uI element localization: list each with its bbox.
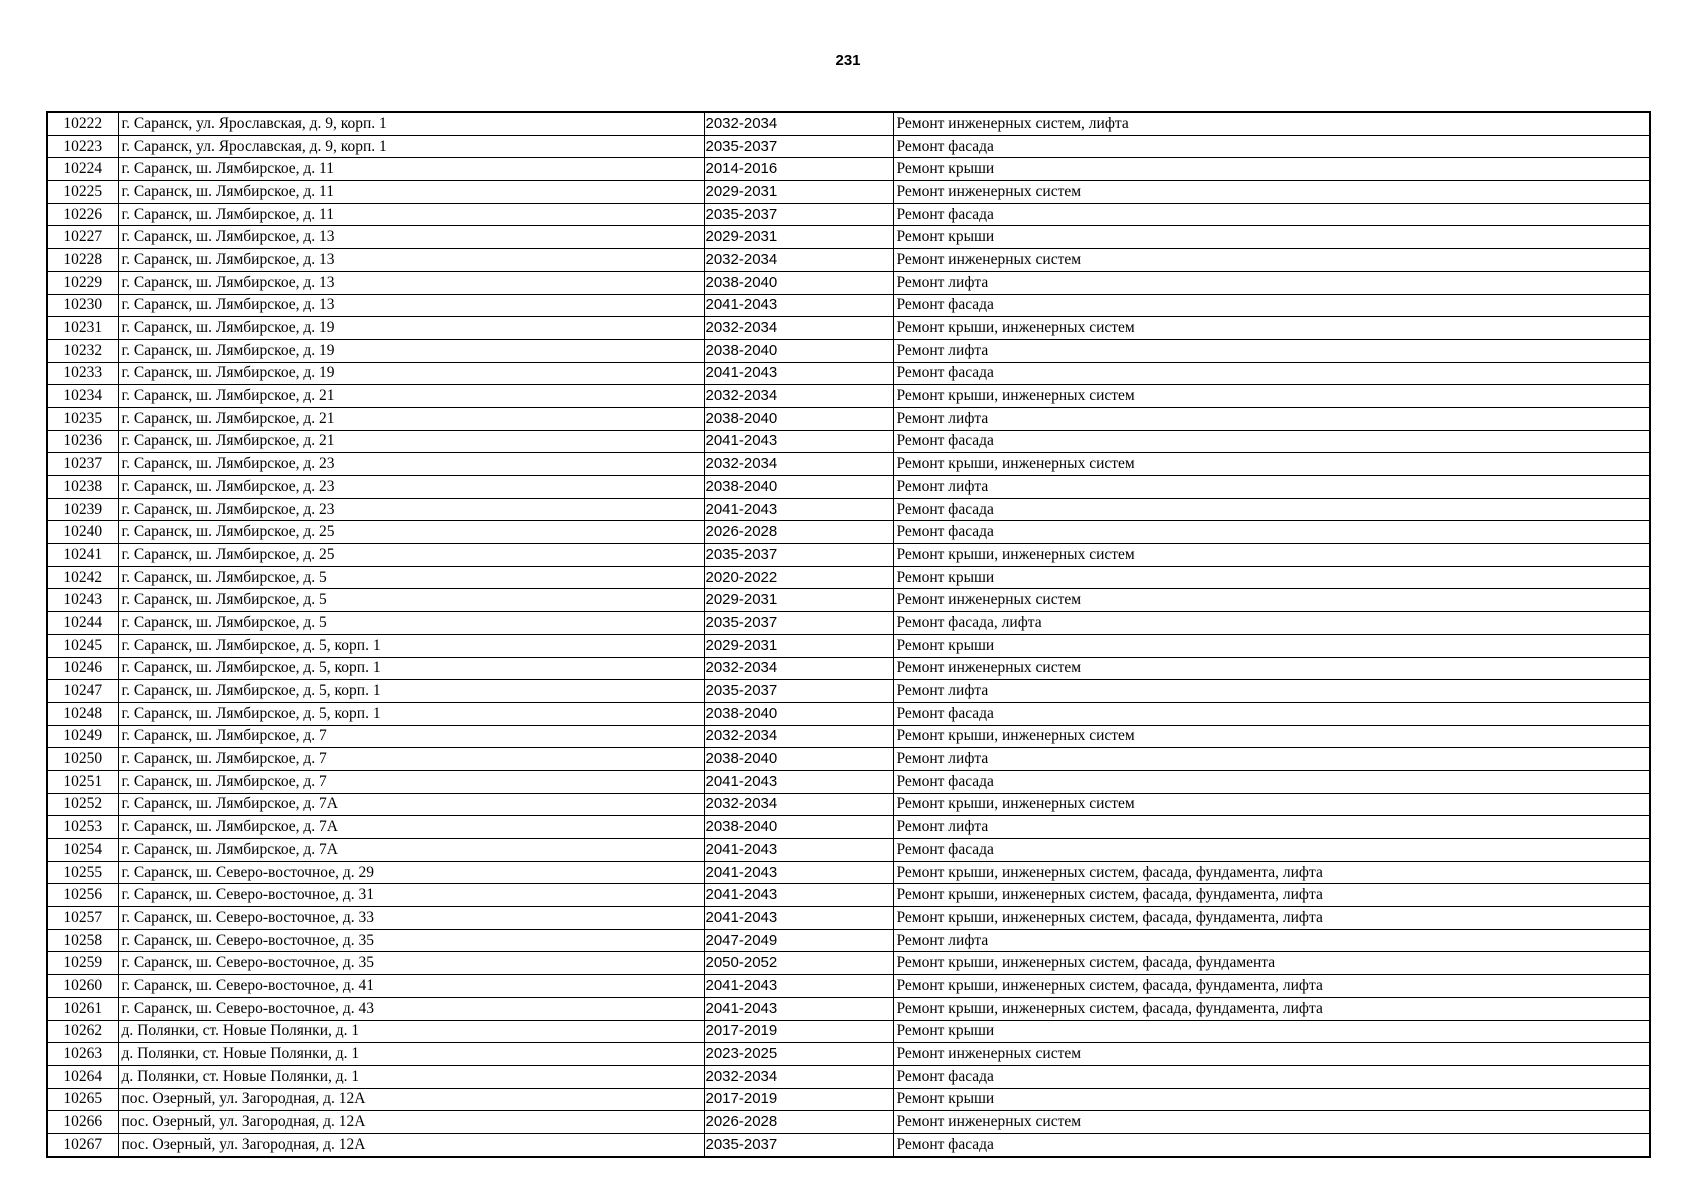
row-number: 10238 [47,476,118,499]
row-number: 10261 [47,997,118,1020]
work-type-cell: Ремонт крыши, инженерных систем, фасада, фундамента, лифта [893,907,1650,930]
row-number: 10240 [47,521,118,544]
table-row [47,1020,1650,1043]
period-cell: 2032-2034 [704,112,893,135]
work-type-cell: Ремонт крыши, инженерных систем, фасада, фундамента, лифта [893,861,1650,884]
table-row [47,725,1650,748]
period-cell: 2041-2043 [704,975,893,998]
address-cell: г. Саранск, ш. Лямбирское, д. 25 [118,544,704,567]
table-row [47,521,1650,544]
work-type-cell: Ремонт лифта [893,929,1650,952]
address-cell: г. Саранск, ш. Лямбирское, д. 13 [118,271,704,294]
table-row [47,929,1650,952]
address-cell: г. Саранск, ш. Лямбирское, д. 13 [118,226,704,249]
address-cell: г. Саранск, ш. Лямбирское, д. 23 [118,498,704,521]
address-cell: г. Саранск, ш. Лямбирское, д. 5, корп. 1 [118,657,704,680]
table-row [47,1133,1650,1156]
work-type-cell: Ремонт инженерных систем [893,657,1650,680]
table-row [47,793,1650,816]
address-cell: г. Саранск, ш. Лямбирское, д. 21 [118,407,704,430]
table-row [47,453,1650,476]
period-cell: 2029-2031 [704,589,893,612]
period-cell: 2035-2037 [704,544,893,567]
table-row [47,612,1650,635]
row-number: 10242 [47,566,118,589]
period-cell: 2041-2043 [704,362,893,385]
row-number: 10253 [47,816,118,839]
address-cell: г. Саранск, ш. Лямбирское, д. 11 [118,181,704,204]
work-type-cell: Ремонт фасада [893,702,1650,725]
work-type-cell: Ремонт фасада [893,498,1650,521]
address-cell: д. Полянки, ст. Новые Полянки, д. 1 [118,1043,704,1066]
address-cell: г. Саранск, ш. Лямбирское, д. 7А [118,839,704,862]
period-cell: 2041-2043 [704,294,893,317]
row-number: 10244 [47,612,118,635]
work-type-cell: Ремонт крыши, инженерных систем [893,793,1650,816]
period-cell: 2047-2049 [704,929,893,952]
table-row [47,907,1650,930]
address-cell: г. Саранск, ш. Лямбирское, д. 11 [118,158,704,181]
address-cell: г. Саранск, ш. Лямбирское, д. 7А [118,793,704,816]
row-number: 10258 [47,929,118,952]
period-cell: 2029-2031 [704,181,893,204]
address-cell: г. Саранск, ш. Лямбирское, д. 25 [118,521,704,544]
table-row [47,226,1650,249]
table-row [47,589,1650,612]
period-cell: 2029-2031 [704,226,893,249]
period-cell: 2041-2043 [704,861,893,884]
table-row [47,1065,1650,1088]
row-number: 10254 [47,839,118,862]
work-type-cell: Ремонт крыши, инженерных систем [893,385,1650,408]
work-type-cell: Ремонт фасада [893,135,1650,158]
period-cell: 2041-2043 [704,907,893,930]
table-row [47,657,1650,680]
row-number: 10260 [47,975,118,998]
address-cell: г. Саранск, ш. Лямбирское, д. 5, корп. 1 [118,634,704,657]
address-cell: пос. Озерный, ул. Загородная, д. 12А [118,1133,704,1156]
table-row [47,884,1650,907]
row-number: 10264 [47,1065,118,1088]
table-row [47,476,1650,499]
address-cell: д. Полянки, ст. Новые Полянки, д. 1 [118,1065,704,1088]
address-cell: д. Полянки, ст. Новые Полянки, д. 1 [118,1020,704,1043]
table-row [47,203,1650,226]
period-cell: 2032-2034 [704,317,893,340]
row-number: 10227 [47,226,118,249]
address-cell: г. Саранск, ш. Лямбирское, д. 5 [118,612,704,635]
period-cell: 2041-2043 [704,884,893,907]
work-type-cell: Ремонт крыши [893,158,1650,181]
row-number: 10252 [47,793,118,816]
work-type-cell: Ремонт инженерных систем [893,181,1650,204]
work-type-cell: Ремонт крыши, инженерных систем [893,453,1650,476]
address-cell: г. Саранск, ш. Лямбирское, д. 21 [118,385,704,408]
address-cell: г. Саранск, ш. Лямбирское, д. 5 [118,589,704,612]
row-number: 10231 [47,317,118,340]
period-cell: 2038-2040 [704,476,893,499]
table-row [47,135,1650,158]
table-row [47,1043,1650,1066]
work-type-cell: Ремонт фасада [893,294,1650,317]
work-type-cell: Ремонт фасада [893,430,1650,453]
address-cell: г. Саранск, ш. Лямбирское, д. 13 [118,249,704,272]
work-type-cell: Ремонт фасада [893,1065,1650,1088]
row-number: 10222 [47,112,118,135]
row-number: 10224 [47,158,118,181]
period-cell: 2017-2019 [704,1020,893,1043]
address-cell: г. Саранск, ш. Северо-восточное, д. 35 [118,952,704,975]
work-type-cell: Ремонт лифта [893,680,1650,703]
table-row [47,1088,1650,1111]
row-number: 10247 [47,680,118,703]
row-number: 10257 [47,907,118,930]
period-cell: 2032-2034 [704,657,893,680]
address-cell: г. Саранск, ш. Северо-восточное, д. 31 [118,884,704,907]
page-number: 231 [835,52,861,69]
period-cell: 2014-2016 [704,158,893,181]
row-number: 10233 [47,362,118,385]
address-cell: г. Саранск, ш. Лямбирское, д. 21 [118,430,704,453]
work-type-cell: Ремонт фасада [893,1133,1650,1156]
table-row [47,385,1650,408]
row-number: 10259 [47,952,118,975]
table-row [47,339,1650,362]
period-cell: 2038-2040 [704,407,893,430]
period-cell: 2035-2037 [704,612,893,635]
row-number: 10266 [47,1111,118,1134]
work-type-cell: Ремонт крыши [893,226,1650,249]
table-row [47,249,1650,272]
table-row [47,702,1650,725]
address-cell: г. Саранск, ш. Северо-восточное, д. 41 [118,975,704,998]
row-number: 10234 [47,385,118,408]
address-cell: г. Саранск, ш. Лямбирское, д. 19 [118,339,704,362]
period-cell: 2026-2028 [704,521,893,544]
work-type-cell: Ремонт крыши [893,566,1650,589]
period-cell: 2038-2040 [704,748,893,771]
table-row [47,498,1650,521]
row-number: 10243 [47,589,118,612]
period-cell: 2026-2028 [704,1111,893,1134]
work-type-cell: Ремонт лифта [893,407,1650,430]
row-number: 10265 [47,1088,118,1111]
period-cell: 2023-2025 [704,1043,893,1066]
work-type-cell: Ремонт фасада [893,203,1650,226]
period-cell: 2029-2031 [704,634,893,657]
work-type-cell: Ремонт инженерных систем [893,1111,1650,1134]
work-type-cell: Ремонт фасада, лифта [893,612,1650,635]
work-type-cell: Ремонт крыши, инженерных систем, фасада, фундамента, лифта [893,975,1650,998]
period-cell: 2038-2040 [704,702,893,725]
work-type-cell: Ремонт лифта [893,476,1650,499]
work-type-cell: Ремонт крыши, инженерных систем [893,544,1650,567]
table-row [47,861,1650,884]
address-cell: г. Саранск, ш. Лямбирское, д. 13 [118,294,704,317]
row-number: 10267 [47,1133,118,1156]
work-type-cell: Ремонт лифта [893,816,1650,839]
period-cell: 2041-2043 [704,770,893,793]
row-number: 10232 [47,339,118,362]
address-cell: г. Саранск, ш. Лямбирское, д. 7А [118,816,704,839]
table-row [47,430,1650,453]
table-row [47,271,1650,294]
work-type-cell: Ремонт инженерных систем, лифта [893,112,1650,135]
row-number: 10245 [47,634,118,657]
work-type-cell: Ремонт крыши [893,634,1650,657]
work-type-cell: Ремонт лифта [893,339,1650,362]
table-row [47,975,1650,998]
work-type-cell: Ремонт инженерных систем [893,1043,1650,1066]
period-cell: 2032-2034 [704,385,893,408]
row-number: 10230 [47,294,118,317]
work-type-cell: Ремонт фасада [893,839,1650,862]
table-row [47,407,1650,430]
period-cell: 2035-2037 [704,680,893,703]
row-number: 10229 [47,271,118,294]
address-cell: г. Саранск, ш. Северо-восточное, д. 33 [118,907,704,930]
period-cell: 2038-2040 [704,816,893,839]
table-row [47,770,1650,793]
table-row [47,294,1650,317]
period-cell: 2017-2019 [704,1088,893,1111]
row-number: 10246 [47,657,118,680]
period-cell: 2035-2037 [704,203,893,226]
work-type-cell: Ремонт крыши [893,1020,1650,1043]
address-cell: г. Саранск, ул. Ярославская, д. 9, корп. 1 [118,135,704,158]
table-row [47,839,1650,862]
table-row [47,112,1650,135]
period-cell: 2035-2037 [704,135,893,158]
address-cell: г. Саранск, ш. Лямбирское, д. 23 [118,453,704,476]
period-cell: 2038-2040 [704,339,893,362]
period-cell: 2032-2034 [704,793,893,816]
table-row [47,952,1650,975]
address-cell: г. Саранск, ш. Лямбирское, д. 11 [118,203,704,226]
table-row [47,158,1650,181]
row-number: 10236 [47,430,118,453]
address-cell: г. Саранск, ш. Лямбирское, д. 7 [118,748,704,771]
address-cell: г. Саранск, ул. Ярославская, д. 9, корп. 1 [118,112,704,135]
work-type-cell: Ремонт крыши, инженерных систем, фасада, фундамента, лифта [893,884,1650,907]
work-type-cell: Ремонт крыши, инженерных систем [893,317,1650,340]
period-cell: 2041-2043 [704,997,893,1020]
row-number: 10255 [47,861,118,884]
row-number: 10250 [47,748,118,771]
period-cell: 2032-2034 [704,453,893,476]
period-cell: 2041-2043 [704,430,893,453]
table-row [47,634,1650,657]
table-row [47,748,1650,771]
work-type-cell: Ремонт инженерных систем [893,249,1650,272]
period-cell: 2050-2052 [704,952,893,975]
row-number: 10225 [47,181,118,204]
row-number: 10223 [47,135,118,158]
work-type-cell: Ремонт лифта [893,271,1650,294]
period-cell: 2020-2022 [704,566,893,589]
repair-schedule-table [46,111,1651,1158]
table-row [47,997,1650,1020]
address-cell: г. Саранск, ш. Лямбирское, д. 7 [118,770,704,793]
address-cell: г. Саранск, ш. Лямбирское, д. 19 [118,362,704,385]
address-cell: г. Саранск, ш. Северо-восточное, д. 43 [118,997,704,1020]
address-cell: пос. Озерный, ул. Загородная, д. 12А [118,1088,704,1111]
row-number: 10262 [47,1020,118,1043]
row-number: 10228 [47,249,118,272]
row-number: 10226 [47,203,118,226]
address-cell: г. Саранск, ш. Лямбирское, д. 5, корп. 1 [118,680,704,703]
table-row [47,544,1650,567]
table-row [47,566,1650,589]
row-number: 10248 [47,702,118,725]
period-cell: 2038-2040 [704,271,893,294]
work-type-cell: Ремонт фасада [893,521,1650,544]
row-number: 10263 [47,1043,118,1066]
period-cell: 2041-2043 [704,839,893,862]
row-number: 10241 [47,544,118,567]
row-number: 10239 [47,498,118,521]
work-type-cell: Ремонт фасада [893,362,1650,385]
work-type-cell: Ремонт крыши, инженерных систем [893,725,1650,748]
address-cell: г. Саранск, ш. Северо-восточное, д. 29 [118,861,704,884]
row-number: 10249 [47,725,118,748]
address-cell: г. Саранск, ш. Лямбирское, д. 7 [118,725,704,748]
address-cell: г. Саранск, ш. Лямбирское, д. 23 [118,476,704,499]
period-cell: 2035-2037 [704,1133,893,1156]
row-number: 10256 [47,884,118,907]
row-number: 10251 [47,770,118,793]
work-type-cell: Ремонт крыши [893,1088,1650,1111]
work-type-cell: Ремонт крыши, инженерных систем, фасада, фундамента [893,952,1650,975]
work-type-cell: Ремонт фасада [893,770,1650,793]
period-cell: 2032-2034 [704,249,893,272]
address-cell: пос. Озерный, ул. Загородная, д. 12А [118,1111,704,1134]
address-cell: г. Саранск, ш. Лямбирское, д. 5, корп. 1 [118,702,704,725]
table-row [47,816,1650,839]
work-type-cell: Ремонт лифта [893,748,1650,771]
address-cell: г. Саранск, ш. Лямбирское, д. 19 [118,317,704,340]
table-body [47,112,1650,1157]
work-type-cell: Ремонт инженерных систем [893,589,1650,612]
address-cell: г. Саранск, ш. Лямбирское, д. 5 [118,566,704,589]
table-row [47,1111,1650,1134]
period-cell: 2041-2043 [704,498,893,521]
period-cell: 2032-2034 [704,1065,893,1088]
table-row [47,317,1650,340]
work-type-cell: Ремонт крыши, инженерных систем, фасада, фундамента, лифта [893,997,1650,1020]
row-number: 10237 [47,453,118,476]
row-number: 10235 [47,407,118,430]
period-cell: 2032-2034 [704,725,893,748]
address-cell: г. Саранск, ш. Северо-восточное, д. 35 [118,929,704,952]
table-row [47,362,1650,385]
table-row [47,181,1650,204]
table-row [47,680,1650,703]
